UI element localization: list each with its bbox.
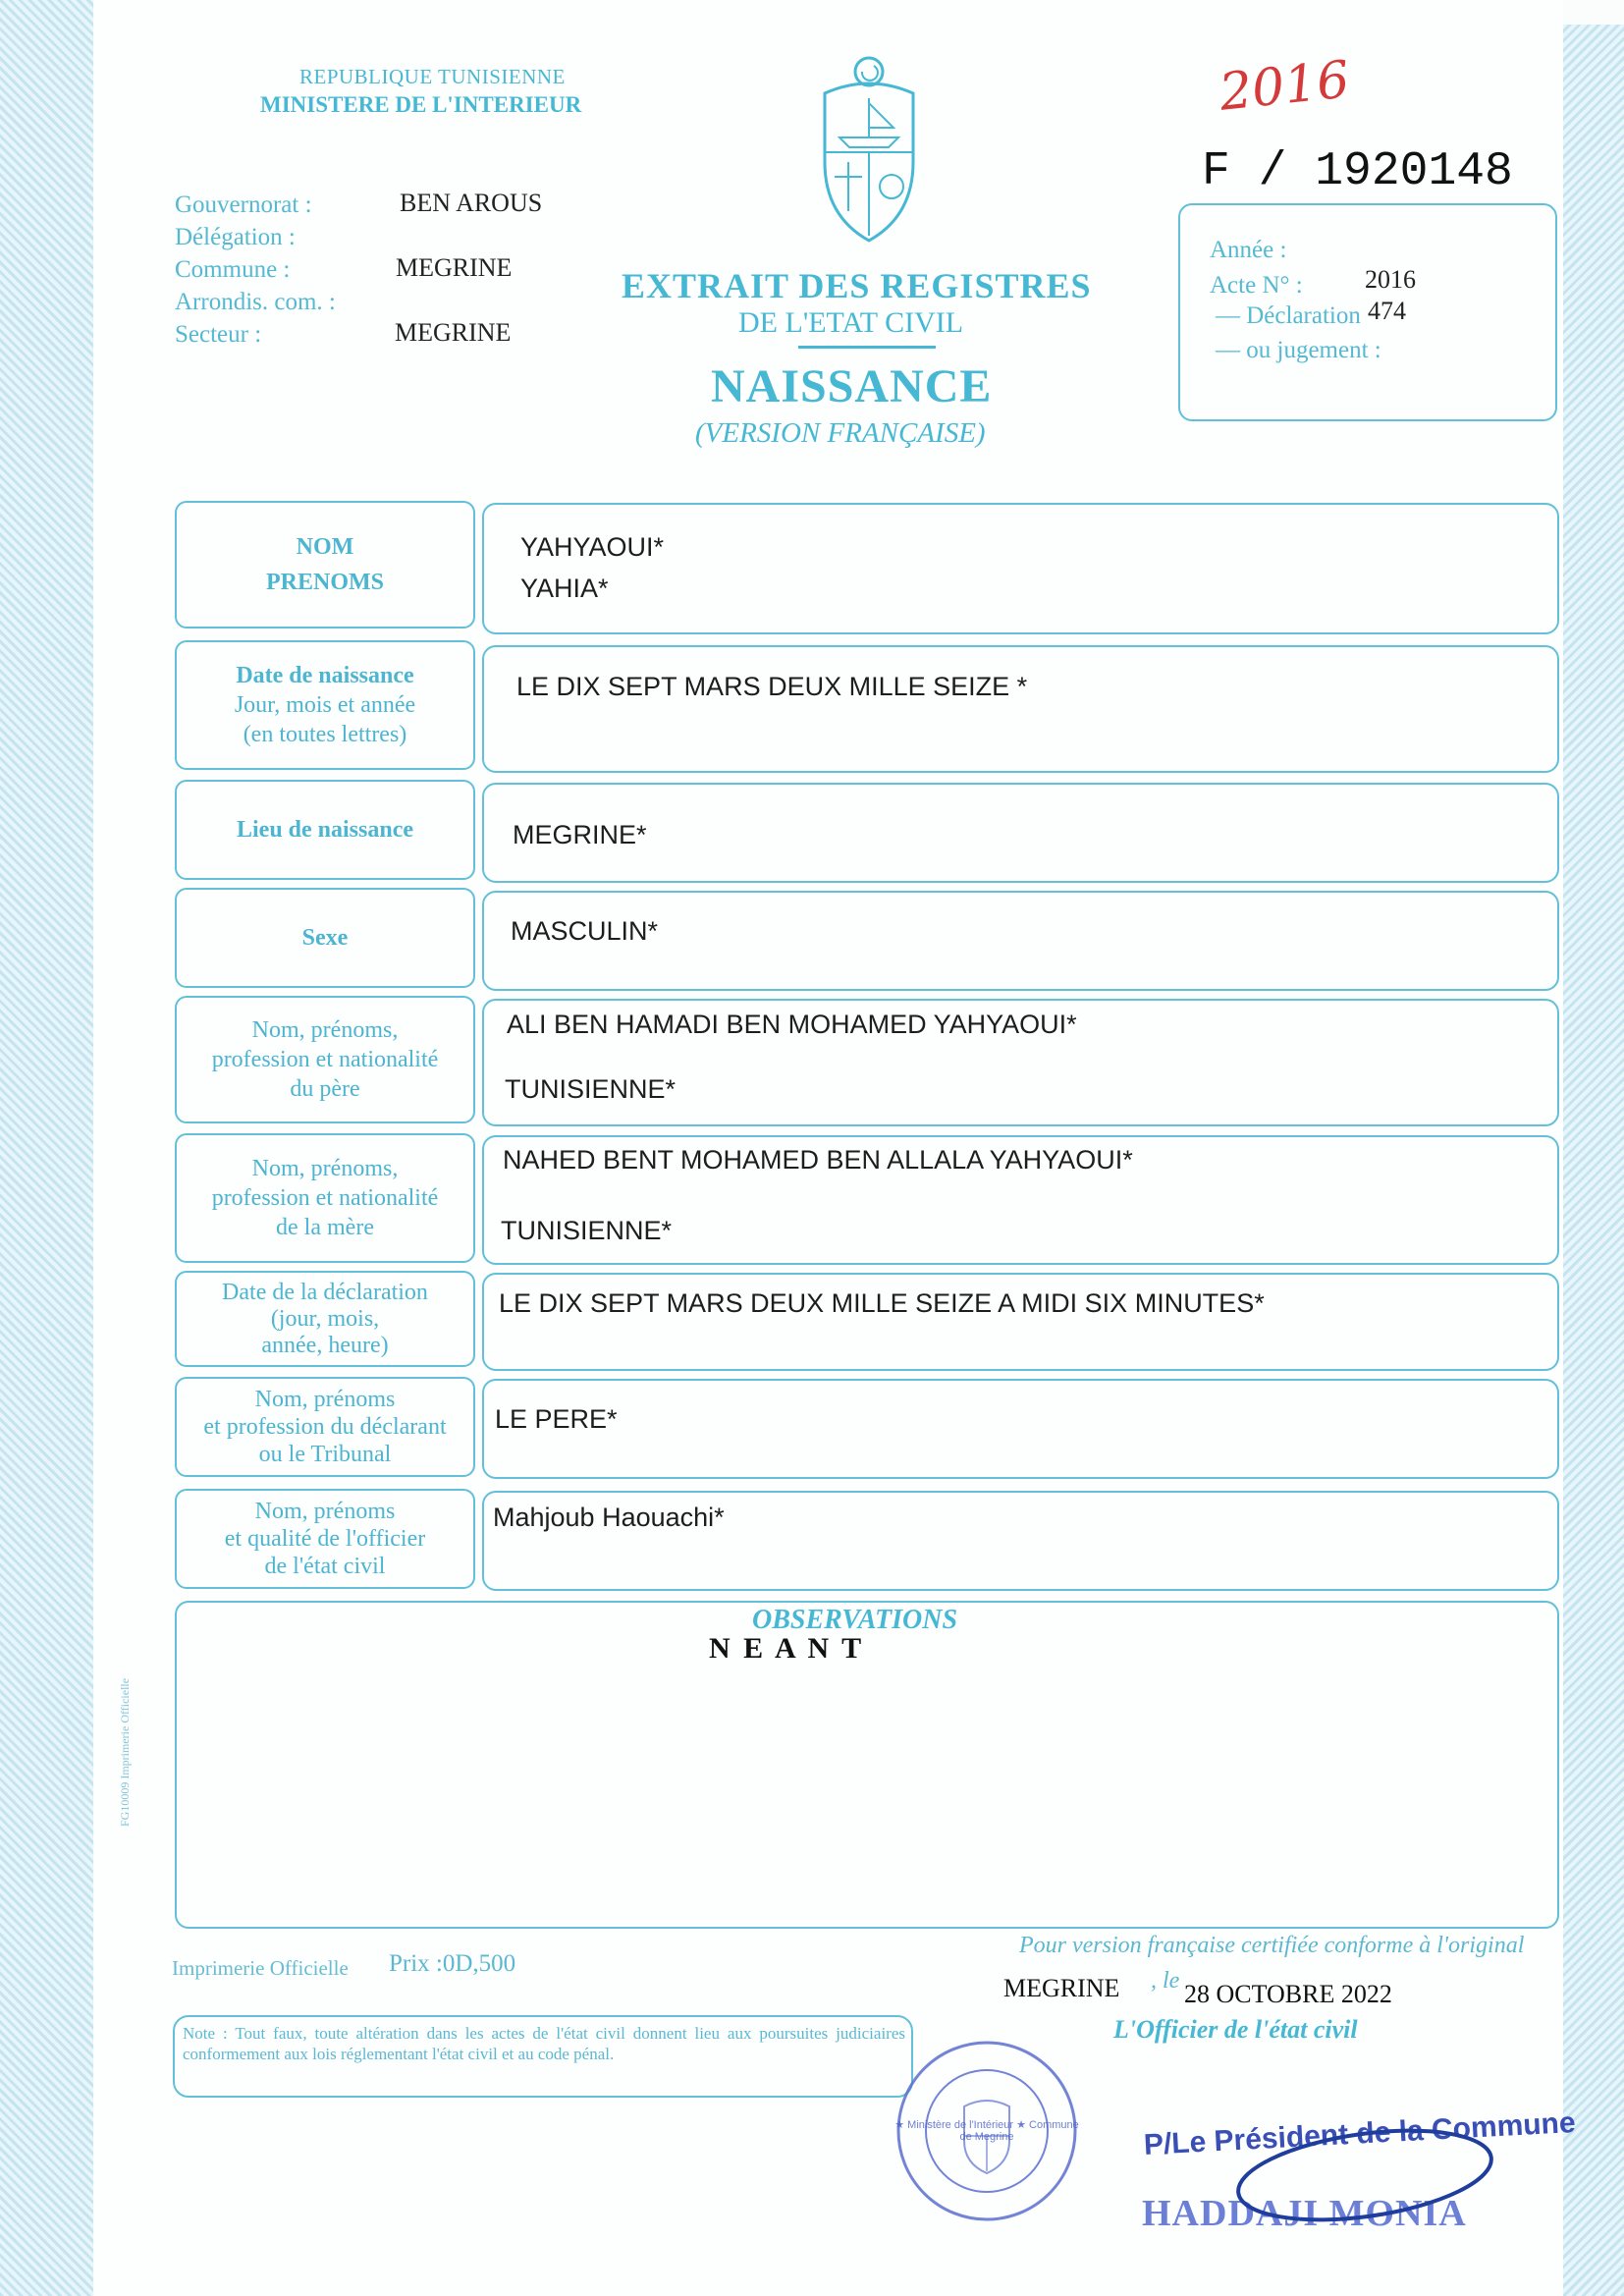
declarant-value-cell	[482, 1379, 1559, 1479]
officier-label-2: et qualité de l'officier	[224, 1526, 426, 1552]
lieu-naissance-value: MEGRINE*	[513, 820, 647, 849]
observations-box	[175, 1601, 1559, 1929]
republic-heading: REPUBLIQUE TUNISIENNE	[299, 65, 566, 88]
delegation-label: Délégation :	[175, 224, 296, 250]
mere-label-2: profession et nationalité	[211, 1185, 439, 1211]
title-naissance: NAISSANCE	[711, 360, 993, 412]
serial-text: F / 1920148	[1202, 145, 1513, 198]
price-value: 0D,500	[442, 1950, 516, 1977]
date-naissance-label	[175, 640, 475, 770]
declarant-value: LE PERE*	[495, 1404, 618, 1434]
date-issued: 28 OCTOBRE 2022	[1184, 1980, 1392, 2008]
security-border-left	[0, 0, 93, 2296]
place-value: MEGRINE	[1003, 1974, 1120, 2002]
pere-value-nationality: TUNISIENNE*	[505, 1074, 677, 1104]
acte-label: Acte N° :	[1210, 272, 1303, 299]
pere-label-2: profession et nationalité	[211, 1047, 439, 1072]
lieu-naissance-label: Lieu de naissance	[175, 780, 475, 880]
date-label-3: (en toutes lettres)	[243, 722, 407, 747]
sexe-label: Sexe	[175, 888, 475, 988]
signature-line2: HADDAJI MONIA	[1142, 2193, 1467, 2234]
commune-value: MEGRINE	[396, 253, 513, 282]
prenoms-value: YAHIA*	[520, 574, 609, 603]
signature-line1: P/Le Président de la Commune	[1143, 2105, 1577, 2161]
officier-label	[175, 1489, 475, 1589]
declarant-label	[175, 1377, 475, 1477]
declaration-date-value-cell	[482, 1273, 1559, 1371]
signature-scribble	[1227, 2121, 1512, 2234]
mere-label-1: Nom, prénoms,	[251, 1156, 399, 1181]
nom-label: NOM	[296, 534, 354, 560]
pere-label-3: du père	[290, 1076, 360, 1102]
ministry-heading: MINISTERE DE L'INTERIEUR	[260, 92, 582, 117]
jugement-label: — ou jugement :	[1216, 337, 1381, 363]
mere-value-name: NAHED BENT MOHAMED BEN ALLALA YAHYAOUI*	[503, 1145, 1133, 1175]
sexe-value: MASCULIN*	[511, 916, 659, 946]
officier-label-3: de l'état civil	[264, 1554, 386, 1579]
le-label: , le	[1151, 1968, 1180, 1994]
date-naissance-value-cell	[482, 645, 1559, 773]
date-naissance-value: LE DIX SEPT MARS DEUX MILLE SEIZE *	[516, 672, 1028, 701]
decl-label-2: (jour, mois,	[270, 1305, 380, 1332]
certified-text: Pour version française certifiée conforme à l'original	[1019, 1933, 1525, 1958]
security-border-right	[1563, 25, 1624, 2296]
arrondis-label: Arrondis. com. :	[175, 289, 336, 315]
declaration-date-value: LE DIX SEPT MARS DEUX MILLE SEIZE A MIDI SIX MINUTES*	[499, 1288, 1265, 1318]
handwritten-year: 2016	[1217, 50, 1353, 123]
officier-value: Mahjoub Haouachi*	[493, 1503, 725, 1532]
pere-label-1: Nom, prénoms,	[251, 1017, 399, 1043]
serial-number	[1202, 145, 1513, 198]
nom-value: YAHYAOUI*	[520, 532, 665, 562]
acte-value: 474	[1368, 297, 1406, 325]
commune-label: Commune :	[175, 256, 291, 283]
secteur-value: MEGRINE	[395, 318, 512, 347]
nom-prenoms-value-cell	[482, 503, 1559, 634]
gouvernorat-value: BEN AROUS	[400, 189, 543, 217]
coat-of-arms-icon	[805, 54, 933, 250]
officier-label-1: Nom, prénoms	[254, 1499, 396, 1524]
stamp-text: ★ Ministère de l'Intérieur ★ Commune de Megrine	[894, 2119, 1079, 2143]
title-divider	[798, 346, 936, 349]
prenoms-label: PRENOMS	[266, 570, 384, 595]
declarant-label-3: ou le Tribunal	[258, 1442, 392, 1467]
price-label: Prix :	[389, 1950, 443, 1977]
declaration-label: — Déclaration	[1216, 302, 1361, 329]
side-imprint: FG10009 Imprimerie Officielle	[118, 1677, 132, 1827]
mere-label	[175, 1133, 475, 1263]
note-text: Note : Tout faux, toute altération dans les actes de l'état civil donnent lieu aux poursuites judiciaires conformement aux lois réglementant l'état civil et au code pénal.	[183, 2024, 905, 2063]
gouvernorat-label: Gouvernorat :	[175, 191, 312, 218]
title-line2: DE L'ETAT CIVIL	[738, 306, 964, 339]
observations-value: N E A N T	[709, 1632, 865, 1665]
secteur-label: Secteur :	[175, 321, 262, 348]
nom-prenoms-label	[175, 501, 475, 629]
decl-label-3: année, heure)	[261, 1332, 389, 1358]
annee-value: 2016	[1365, 265, 1416, 294]
declaration-date-label	[175, 1271, 475, 1367]
annee-label: Année :	[1210, 237, 1287, 263]
decl-label-1: Date de la déclaration	[222, 1279, 428, 1305]
declarant-label-1: Nom, prénoms	[254, 1387, 396, 1412]
printer-label: Imprimerie Officielle	[172, 1956, 349, 1980]
pere-value-name: ALI BEN HAMADI BEN MOHAMED YAHYAOUI*	[507, 1010, 1077, 1039]
title-version: (VERSION FRANÇAISE)	[695, 417, 986, 449]
mere-label-3: de la mère	[276, 1215, 374, 1240]
title-line1: EXTRAIT DES REGISTRES	[622, 266, 1092, 305]
date-label-2: Jour, mois et année	[234, 692, 416, 718]
price	[389, 1950, 515, 1978]
officer-title: L'Officier de l'état civil	[1113, 2015, 1358, 2044]
ministry-stamp	[893, 2038, 1080, 2224]
pere-label	[175, 996, 475, 1123]
declarant-label-2: et profession du déclarant	[203, 1414, 447, 1440]
mere-value-nationality: TUNISIENNE*	[501, 1216, 673, 1245]
date-label-1: Date de naissance	[236, 663, 414, 688]
observations-label: OBSERVATIONS	[752, 1605, 958, 1635]
